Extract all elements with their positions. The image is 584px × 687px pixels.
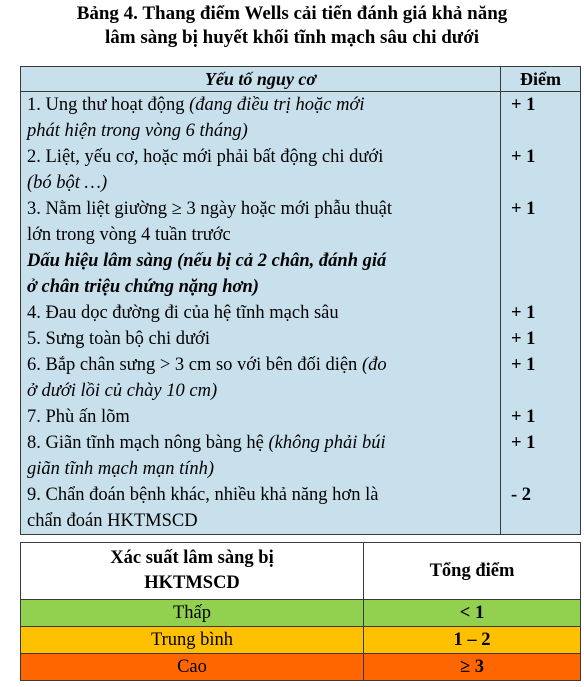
risk-factor-text: 9. Chẩn đoán bệnh khác, nhiều khả năng hơn là — [27, 485, 379, 505]
risk-factor-text: 3. Nằm liệt giường ≥ 3 ngày hoặc mới phẫu thuật — [27, 199, 392, 219]
probability-header-row — [21, 543, 581, 600]
header-row — [21, 67, 581, 92]
risk-factor-line — [27, 508, 494, 534]
risk-factor-text: phát hiện trong vòng 6 tháng) — [27, 121, 248, 141]
risk-factor-score: + 1 — [511, 95, 536, 115]
risk-factor-score: + 1 — [511, 147, 536, 167]
risk-factor-line — [27, 118, 494, 144]
risk-factor-score: + 1 — [511, 433, 536, 453]
risk-factor-score — [511, 248, 574, 274]
title-line-1: Bảng 4. Thang điểm Wells cải tiến đánh giá khả năng — [76, 3, 508, 24]
probability-header-left-line-2: HKTMSCD — [144, 573, 240, 593]
score-spacer — [511, 378, 574, 404]
risk-factor-line — [27, 430, 494, 456]
risk-factor-line — [27, 196, 494, 222]
risk-factor-text: 1. Ung thư hoạt động — [27, 95, 190, 115]
score-list — [501, 92, 581, 535]
risk-factor-text: (không phải búi — [268, 433, 386, 453]
probability-level: Cao — [21, 654, 364, 681]
score-spacer — [511, 274, 574, 300]
risk-factor-line — [27, 378, 494, 404]
probability-row-medium — [21, 627, 581, 654]
probability-row-high — [21, 654, 581, 681]
risk-factor-line — [27, 222, 494, 248]
score-spacer — [511, 170, 574, 196]
risk-factor-text: 5. Sưng toàn bộ chi dưới — [27, 329, 210, 349]
risk-factor-line — [27, 274, 494, 300]
probability-score: ≥ 3 — [364, 654, 581, 681]
table-title — [0, 0, 584, 62]
header-risk-factor: Yếu tố nguy cơ — [21, 67, 501, 92]
risk-factor-line — [27, 404, 494, 430]
risk-factor-text: 2. Liệt, yếu cơ, hoặc mới phải bất động chi dưới — [27, 147, 384, 167]
score-spacer — [511, 456, 574, 482]
score-spacer — [511, 118, 574, 144]
risk-factor-line — [27, 300, 494, 326]
probability-table — [20, 542, 581, 681]
risk-factor-line — [27, 170, 494, 196]
probability-level: Trung bình — [21, 627, 364, 654]
risk-factor-text: (đang điều trị hoặc mới — [189, 95, 365, 115]
risk-factor-text: giãn tĩnh mạch mạn tính) — [27, 459, 215, 479]
score-spacer — [511, 508, 574, 534]
risk-factor-score: + 1 — [511, 303, 536, 323]
probability-score: < 1 — [364, 600, 581, 627]
risk-factor-line — [27, 326, 494, 352]
risk-factor-text: 8. Giãn tĩnh mạch nông bàng hệ — [27, 433, 269, 453]
risk-factor-text: 4. Đau dọc đường đi của hệ tĩnh mạch sâu — [27, 303, 339, 323]
risk-factor-line — [27, 482, 494, 508]
risk-factor-line — [27, 144, 494, 170]
risk-factor-line — [27, 456, 494, 482]
probability-score: 1 – 2 — [364, 627, 581, 654]
risk-factor-list — [21, 92, 501, 535]
risk-factor-text: (đo — [361, 355, 387, 375]
risk-factor-score: - 2 — [511, 485, 532, 505]
risk-factor-text: 6. Bắp chân sưng > 3 cm so với bên đối diện — [27, 355, 362, 375]
risk-factor-line — [27, 92, 494, 118]
score-spacer — [511, 222, 574, 248]
probability-row-low — [21, 600, 581, 627]
risk-factor-score: + 1 — [511, 407, 536, 427]
risk-factor-line — [27, 352, 494, 378]
title-line-2: lâm sàng bị huyết khối tĩnh mạch sâu chi dưới — [104, 27, 480, 48]
risk-factor-text: 7. Phù ấn lõm — [27, 407, 130, 427]
probability-header-right: Tổng điểm — [364, 543, 581, 600]
header-score: Điểm — [501, 67, 581, 92]
risk-factor-text: (bó bột …) — [27, 173, 108, 193]
wells-score-table — [20, 66, 581, 535]
items-row — [21, 92, 581, 535]
risk-factor-text: chẩn đoán HKTMSCD — [27, 511, 198, 531]
risk-factor-text: Dấu hiệu lâm sàng (nếu bị cả 2 chân, đánh giá — [27, 251, 387, 271]
probability-header-left-line-1: Xác suất lâm sàng bị — [110, 548, 274, 568]
probability-level: Thấp — [21, 600, 364, 627]
risk-factor-text: ở dưới lồi củ chày 10 cm) — [27, 381, 218, 401]
risk-factor-score: + 1 — [511, 355, 536, 375]
risk-factor-text: lớn trong vòng 4 tuần trước — [27, 225, 231, 245]
risk-factor-score: + 1 — [511, 199, 536, 219]
risk-factor-line — [27, 248, 494, 274]
probability-header-left — [21, 543, 364, 600]
risk-factor-text: ở chân triệu chứng nặng hơn) — [27, 277, 259, 297]
risk-factor-score: + 1 — [511, 329, 536, 349]
